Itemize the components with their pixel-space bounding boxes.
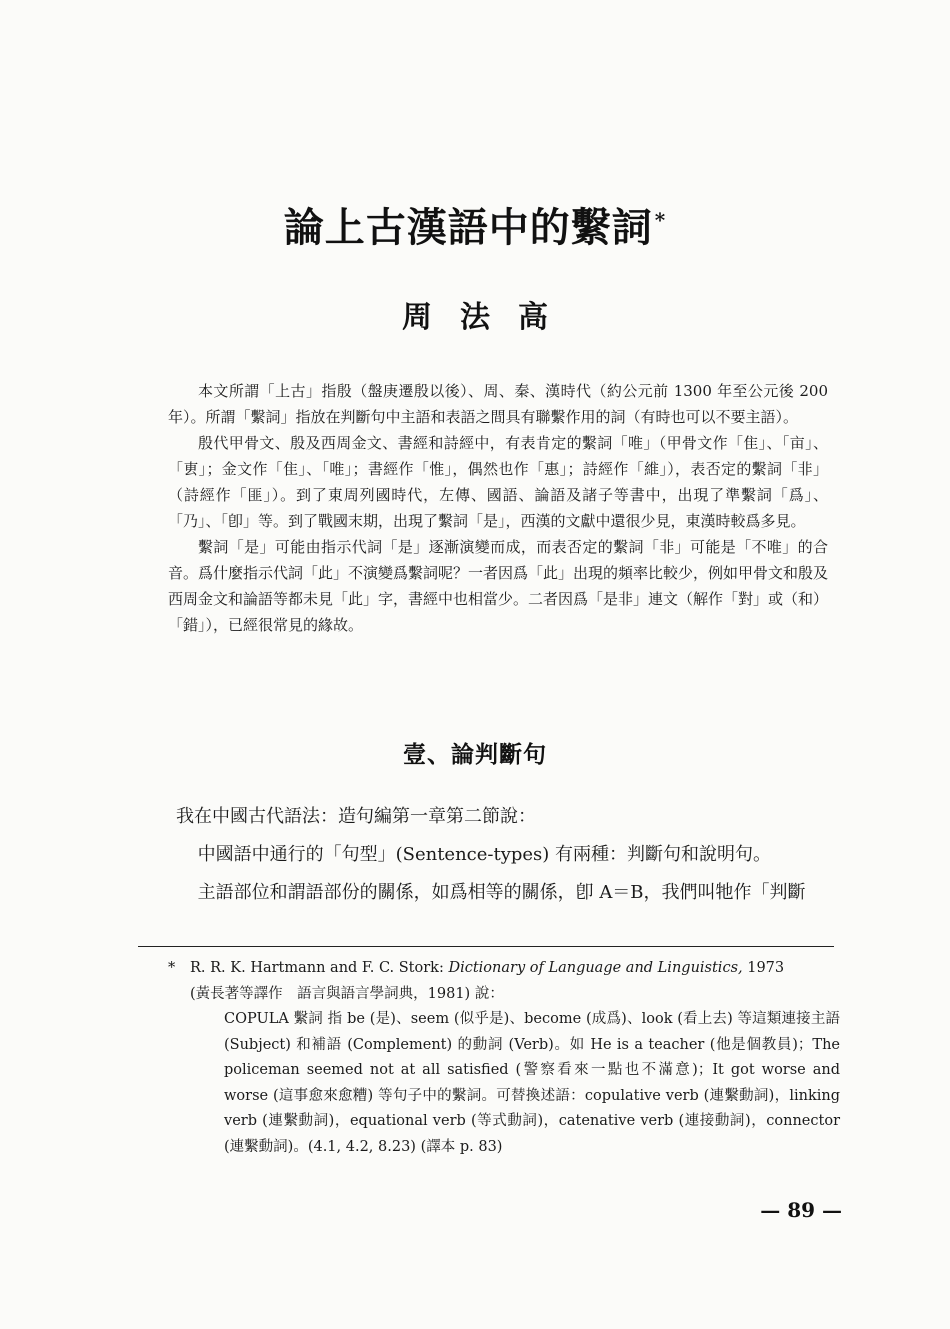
title-footnote-mark: *: [654, 207, 667, 232]
body-text: [176, 798, 844, 912]
section-heading: 壹、論判斷句: [403, 741, 547, 768]
body-line-3: 主語部位和謂語部份的關係，如爲相等的關係，卽 A＝B，我們叫牠作「判斷: [197, 882, 806, 903]
author-name: 周法高: [402, 300, 576, 335]
footnote-citation: [168, 956, 840, 982]
footnote-translation: (黃長著等譯作 語言與語言學詞典，1981) 說：: [190, 985, 504, 1002]
abstract: [168, 378, 828, 638]
article-title-text: 論上古漢語中的繫詞: [283, 204, 653, 251]
footnote-quote: [168, 1007, 840, 1160]
page-number: — 89 —: [760, 1198, 842, 1222]
footnote-quote-text: COPULA 繫詞 指 be (是)、seem (似乎是)、become (成爲)、look (看上去) 等這類連接主語 (Subject) 和補語 (Complement) 的動詞 (Verb)。如 He is a teacher (他是個教員)；The policeman seemed not at all satisfied (警察看來一點也不滿意)；It got worse and worse (這事愈來愈糟) 等句子中的繫詞。可替換述語：copulative verb (連繫動詞)，linking verb (連繫動詞)，equational verb (等式動詞)，catenative verb (連接動詞)，connector (連繫動詞)。(4.1, 4.2, 8.23) (譯本 p. 83): [224, 1011, 840, 1155]
footnote-mark: *: [168, 960, 176, 976]
abstract-paragraph-3: 繫詞「是」可能由指示代詞「是」逐漸演變而成，而表否定的繫詞「非」可能是「不唯」的合音。爲什麼指示代詞「此」不演變爲繫詞呢？一者因爲「此」出現的頻率比較少，例如甲骨文和殷及西周金文和論語等都未見「此」字，書經中也相當少。二者因爲「是非」連文（解作「對」或（和）「錯」），已經很常見的緣故。: [168, 538, 829, 634]
body-line-1: 我在中國古代語法：造句編第一章第二節說：: [176, 806, 536, 827]
footnote: [168, 956, 840, 1160]
footnote-year: 1973: [747, 960, 785, 976]
abstract-paragraph-1: 本文所謂「上古」指殷（盤庚遷殷以後）、周、秦、漢時代（約公元前 1300 年至公元後 200 年）。所謂「繫詞」指放在判斷句中主語和表語之間具有聯繫作用的詞（有時也可以不要主語）。: [168, 382, 828, 426]
abstract-paragraph-2: 殷代甲骨文、殷及西周金文、書經和詩經中，有表肯定的繫詞「唯」（甲骨文作「隹」、「亩」、「叀」；金文作「隹」、「唯」；書經作「惟」，偶然也作「惠」；詩經作「維」），表否定的繫詞「非」（詩經作「匪」）。到了東周列國時代，左傳、國語、論語及諸子等書中，出現了準繫詞「爲」、「乃」、「卽」等。到了戰國末期，出現了繫詞「是」，西漢的文獻中還很少見，東漢時較爲多見。: [168, 434, 828, 530]
article-title: [0, 196, 950, 253]
body-line-2: 中國語中通行的「句型」(Sentence-types) 有兩種：判斷句和說明句。: [197, 844, 772, 865]
footnote-book-title: Dictionary of Language and Linguistics,: [448, 960, 743, 976]
footnote-divider: [138, 946, 834, 947]
footnote-authors: R. R. K. Hartmann and F. C. Stork:: [190, 960, 444, 976]
